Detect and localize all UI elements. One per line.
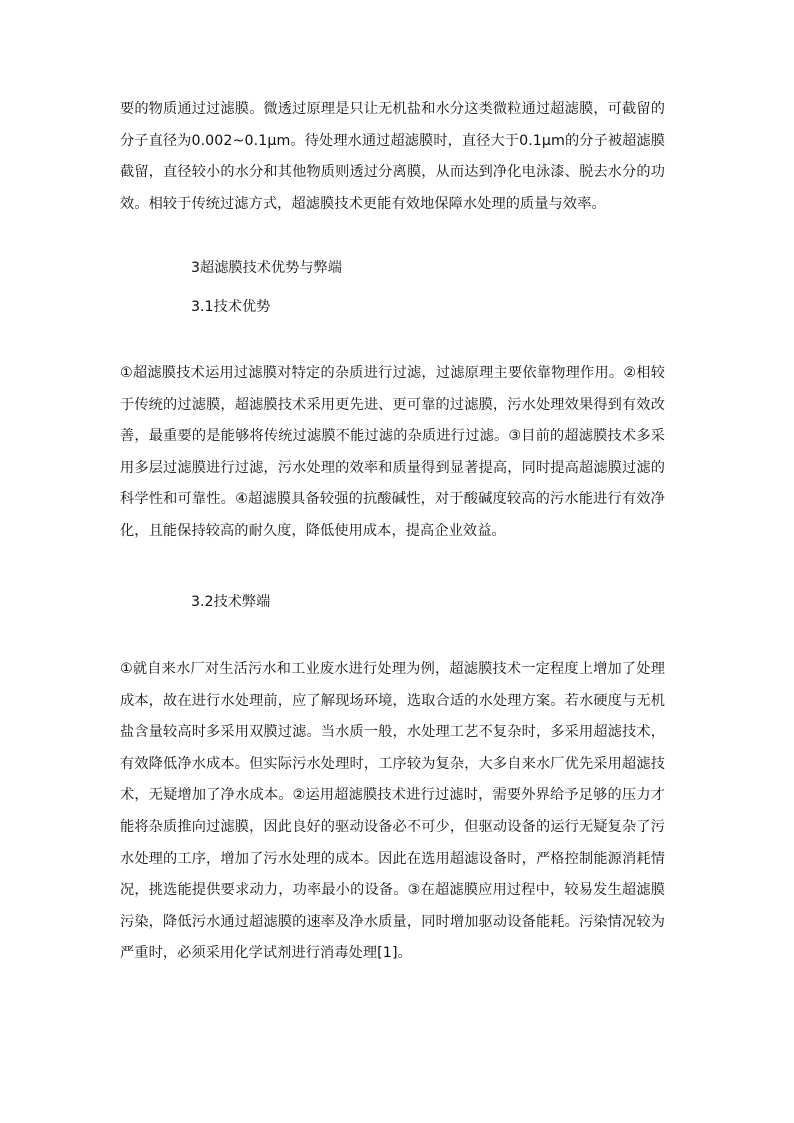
intro-paragraph: 要的物质通过过滤膜。微透过原理是只让无机盐和水分这类微粒通过超滤膜，可截留的分子直径为0.002~0.1μm。待处理水通过超滤膜时，直径大于0.1μm的分子被超滤膜截留，直径较小的水分和其他物质则透过分离膜，从而达到净化电泳漆、脱去水分的功效。相较于传统过滤方式，超滤膜技术更能有效地保障水处理的质量与效率。 (120, 101, 665, 212)
disadvantages-paragraph: ①就自来水厂对生活污水和工业废水进行处理为例，超滤膜技术一定程度上增加了处理成本，故在进行水处理前，应了解现场环境，选取合适的水处理方案。若水硬度与无机盐含量较高时多采用双膜过滤。当水质一般，水处理工艺不复杂时，多采用超滤技术，有效降低净水成本。但实际污水处理时，工序较为复杂，大多自来水厂优先采用超滤技术，无疑增加了净水成本。②运用超滤膜技术进行过滤时，需要外界给予足够的压力才能将杂质推向过滤膜，因此良好的驱动设备必不可少，但驱动设备的运行无疑复杂了污水处理的工序，增加了污水处理的成本。因此在选用超滤设备时，严格控制能源消耗情况，挑选能提供要求动力，功率最小的设备。③在超滤膜应用过程中，较易发生超滤膜污染，降低污水通过超滤膜的速率及净水质量，同时增加驱动设备能耗。污染情况较为严重时，必须采用化学试剂进行消毒处理[1]。 (120, 661, 665, 962)
section-heading-advantages-disadvantages: 3超滤膜技术优势与弊端 (191, 260, 342, 276)
subsection-heading-advantages: 3.1技术优势 (191, 299, 271, 315)
subsection-heading-disadvantages: 3.2技术弊端 (191, 594, 271, 610)
advantages-paragraph: ①超滤膜技术运用过滤膜对特定的杂质进行过滤，过滤原理主要依靠物理作用。②相较于传统的过滤膜，超滤膜技术采用更先进、更可靠的过滤膜，污水处理效果得到有效改善，最重要的是能够将传统过滤膜不能过滤的杂质进行过滤。③目前的超滤膜技术多采用多层过滤膜进行过滤，污水处理的效率和质量得到显著提高，同时提高超滤膜过滤的科学性和可靠性。④超滤膜具备较强的抗酸碱性，对于酸碱度较高的污水能进行有效净化，且能保持较高的耐久度，降低使用成本，提高企业效益。 (120, 365, 665, 539)
